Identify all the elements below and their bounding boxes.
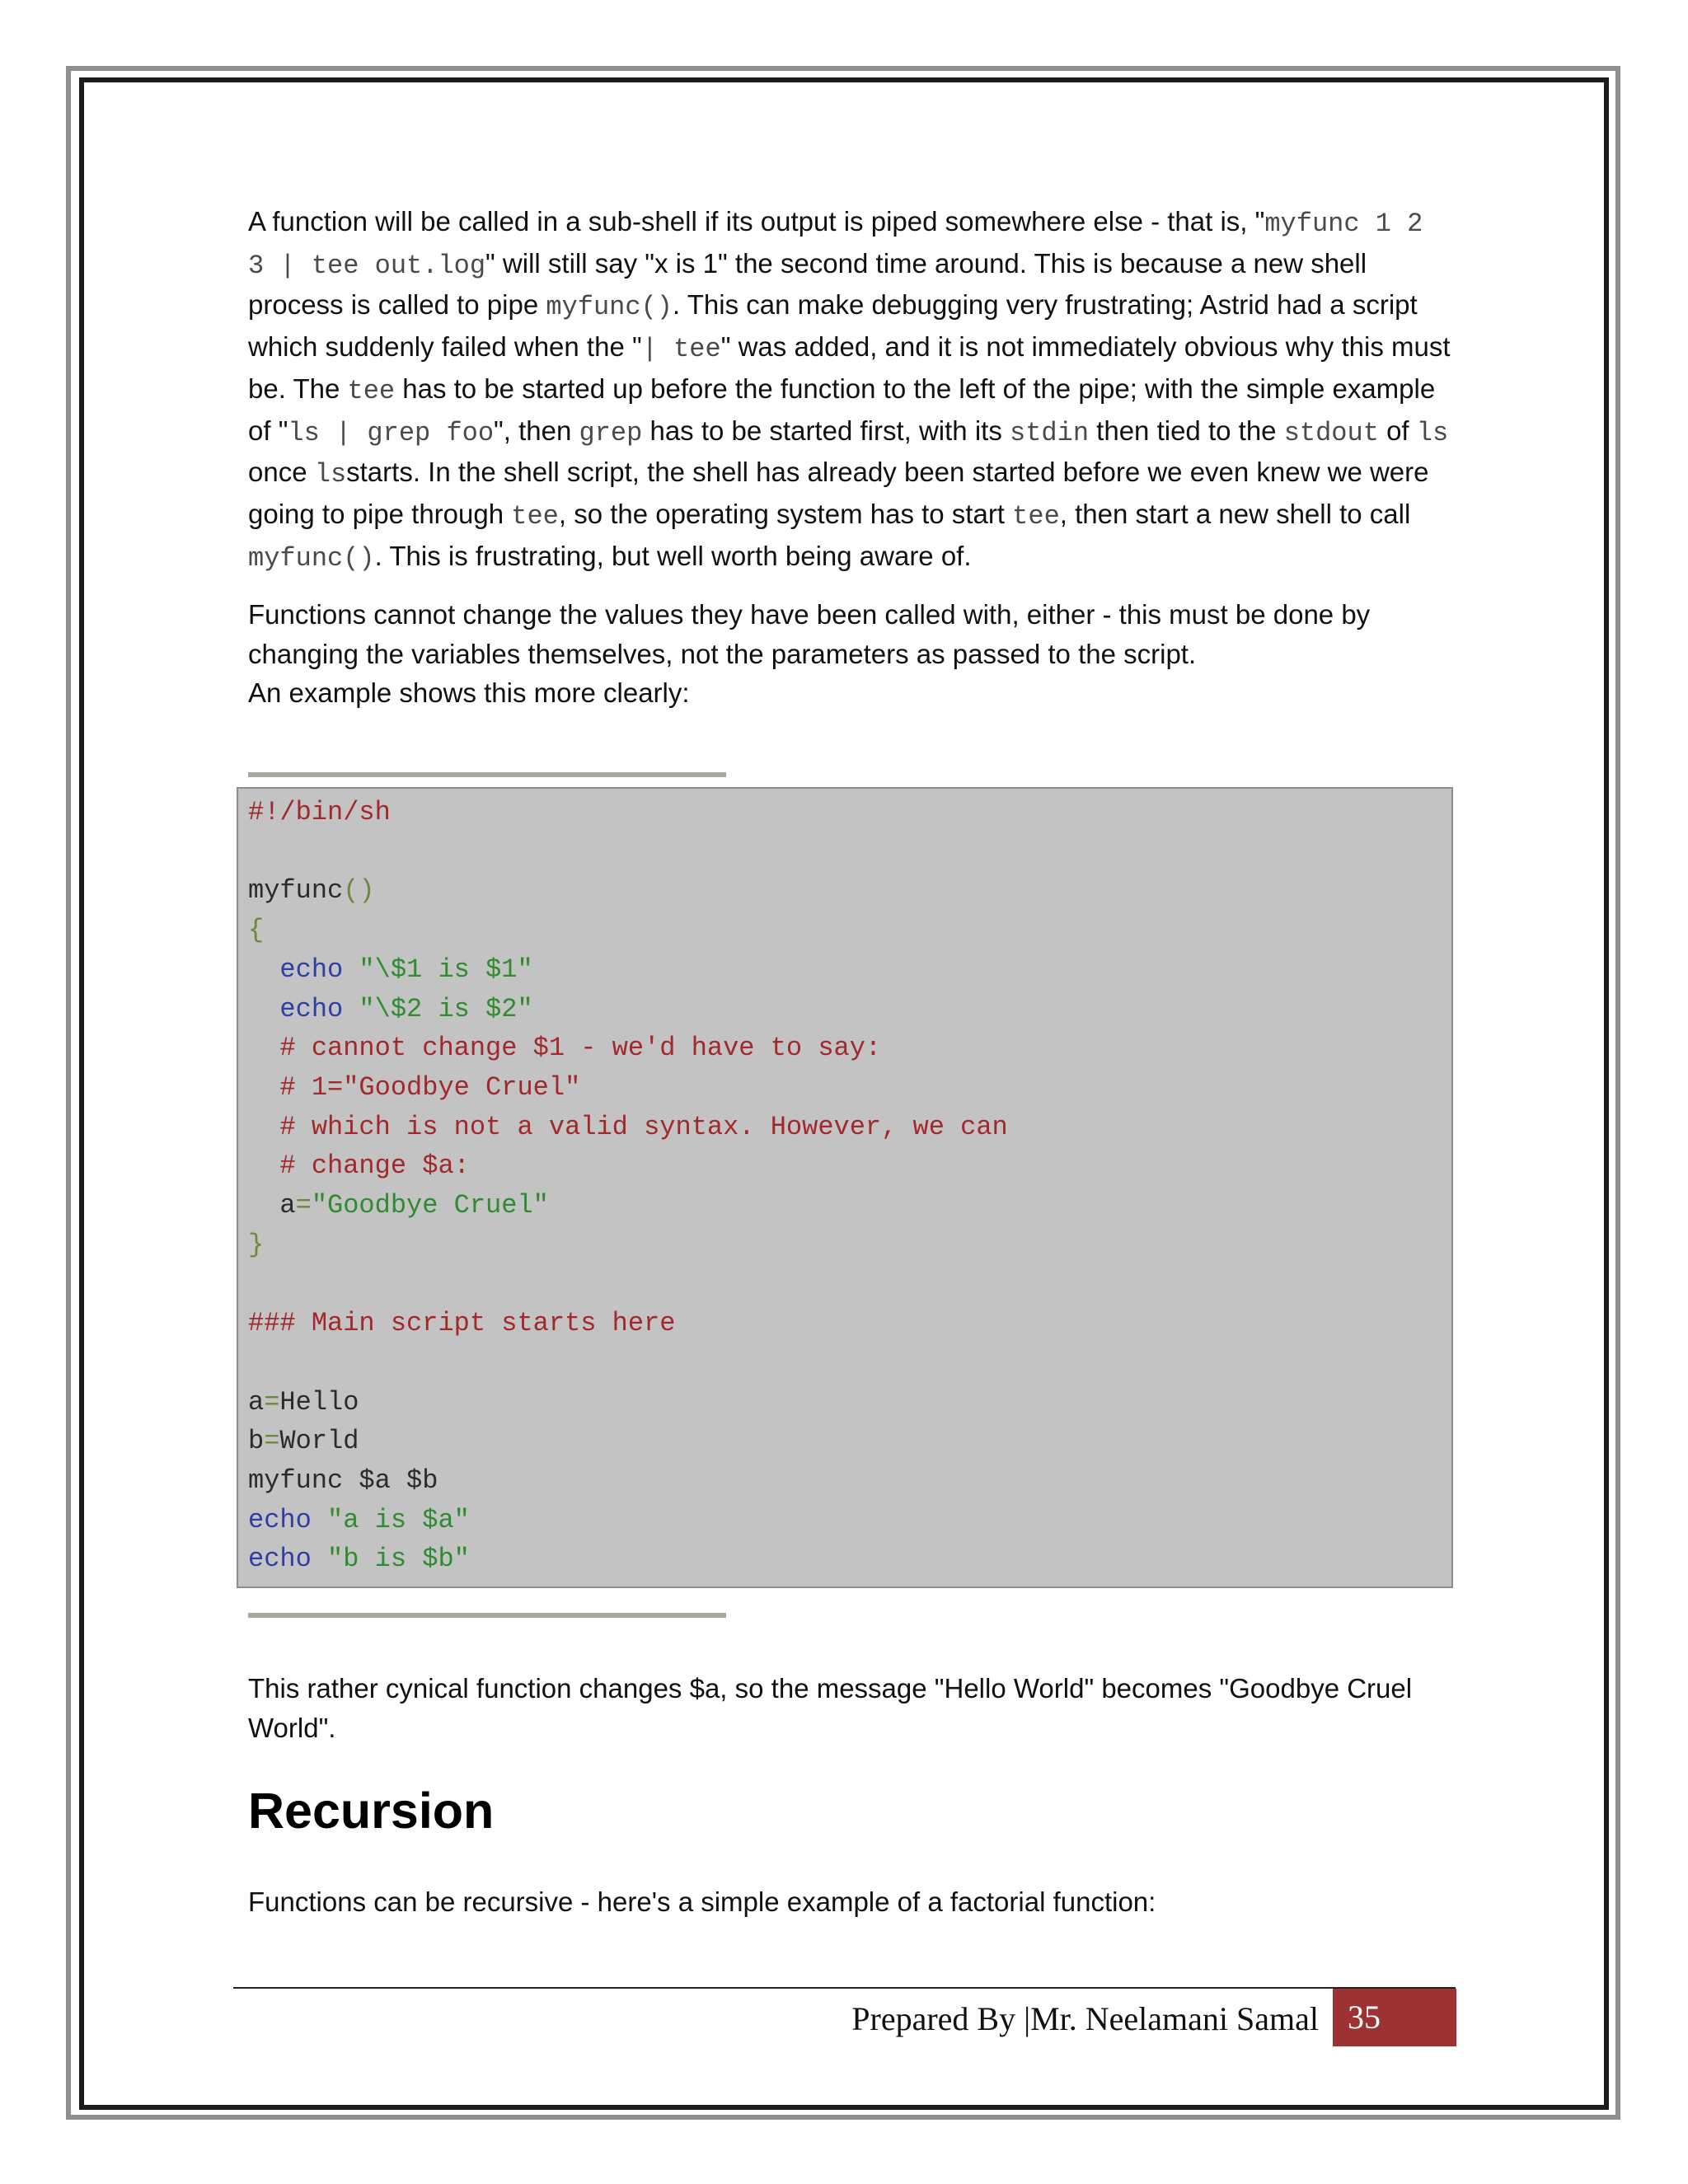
code-line [248, 1146, 470, 1186]
code-token [248, 994, 279, 1024]
paragraph-example-intro: An example shows this more clearly: [248, 677, 690, 709]
inline-code: stdout [1283, 417, 1379, 448]
paragraph-function-values-text: Functions cannot change the values they have been called with, either - this must be done by changing the variables themselves, not the parameters as passed to the script. [248, 599, 1371, 669]
code-token: # which is not a valid syntax. However, we can [248, 1111, 1008, 1142]
inline-code: | tee [641, 334, 721, 365]
code-line [248, 1029, 881, 1068]
code-token: ### Main script starts here [248, 1308, 676, 1339]
paragraph-text-run: , so the operating system has to start [558, 498, 1013, 529]
code-token: # 1="Goodbye Cruel" [248, 1071, 581, 1103]
page-number-badge: 35 [1333, 1989, 1456, 2046]
code-line [248, 1422, 359, 1461]
code-token: World [279, 1426, 359, 1457]
code-token: "b is $b" [327, 1544, 470, 1575]
code-line [248, 1383, 359, 1422]
inline-code: myfunc() [248, 542, 375, 574]
paragraph-text-run: A function will be called in a sub-shell if its output is piped somewhere else - that is, " [248, 206, 1265, 237]
code-line [248, 1304, 675, 1343]
code-token: { [248, 915, 265, 946]
code-token: = [264, 1386, 280, 1418]
code-token: () [343, 875, 375, 907]
inline-code: myfunc 1 2 3 | tee out.log [248, 209, 1423, 281]
code-token: "a is $a" [327, 1504, 470, 1535]
code-line [248, 1540, 470, 1579]
code-token: echo [248, 1504, 312, 1535]
code-line [248, 793, 391, 832]
code-token: echo [279, 993, 344, 1024]
footer-prepared-by: Prepared By |Mr. Neelamani Samal [851, 2000, 1319, 2037]
code-token: # change $a: [248, 1151, 470, 1182]
code-token: "\$2 is $2" [359, 993, 533, 1024]
code-token: a [248, 1190, 296, 1221]
footer-rule [233, 1987, 1456, 1989]
code-token: #!/bin/sh [248, 797, 391, 827]
code-token: echo [248, 1544, 312, 1575]
code-bottom-rule [248, 1613, 726, 1618]
code-token: echo [279, 954, 344, 985]
code-line [248, 871, 375, 911]
paragraph-text-run: has to be started up before the function to the left of the pipe; with the simple example of " [248, 373, 1436, 446]
paragraph-text-run: , then start a new shell to call [1059, 498, 1411, 529]
inline-code: tee [1012, 500, 1060, 532]
paragraph-text-run: then tied to the [1089, 415, 1284, 446]
section-heading-recursion: Recursion [248, 1783, 495, 1839]
code-token: "\$1 is $1" [359, 954, 533, 985]
paragraph-text-run: once [248, 457, 315, 488]
paragraph-text-run: " will still say "x is 1" the second time around. This is because a new shell process is called to pipe [248, 247, 1367, 321]
code-top-rule [248, 772, 726, 777]
paragraph-recursion-intro: Functions can be recursive - here's a simple example of a factorial function: [248, 1886, 1156, 1917]
paragraph-text-run: has to be started first, with its [642, 415, 1010, 446]
paragraph-function-values [248, 595, 1451, 713]
code-token: "Goodbye Cruel" [311, 1190, 549, 1221]
inline-code: ls [1416, 417, 1449, 448]
code-token: = [295, 1190, 312, 1221]
paragraph-text-run: " was added, and it is not immediately obvious why this must be. The [248, 331, 1451, 404]
code-line [248, 1226, 264, 1265]
code-token: myfunc $a $b [248, 1465, 438, 1496]
code-line [248, 1068, 580, 1108]
paragraph-text-run: ", then [494, 415, 579, 446]
paragraph-subshell-explanation [248, 202, 1451, 578]
inline-code: ls | grep foo [288, 417, 495, 448]
paragraph-text-run: starts. In the shell script, the shell has already been started before we even knew we were going to pipe through [248, 457, 1429, 529]
inline-code: stdin [1010, 417, 1090, 448]
code-token [312, 1505, 327, 1535]
code-token [343, 994, 359, 1024]
code-token: myfunc [248, 875, 344, 907]
code-line [248, 1501, 470, 1540]
code-token [248, 954, 279, 985]
code-token: = [264, 1426, 280, 1457]
code-line [248, 1461, 438, 1501]
code-token: Hello [279, 1386, 359, 1418]
inline-code: grep [579, 417, 643, 448]
paragraph-cynical-function: This rather cynical function changes $a, so the message "Hello World" becomes "Goodbye Cruel World". [248, 1673, 1413, 1743]
inline-code: ls [314, 459, 347, 490]
paragraph-text-run: . This can make debugging very frustrating; Astrid had a script which suddenly failed when the " [248, 289, 1418, 363]
code-line [248, 990, 533, 1029]
code-line [248, 1108, 1008, 1147]
inline-code: myfunc() [546, 292, 673, 323]
paragraph-text-run: . This is frustrating, but well worth being aware of. [374, 540, 972, 571]
code-token [343, 954, 359, 985]
code-token: } [248, 1229, 265, 1260]
code-token: a [248, 1386, 265, 1418]
inline-code: tee [511, 500, 559, 532]
code-line [248, 1186, 549, 1226]
code-token: # cannot change $1 - we'd have to say: [248, 1033, 882, 1064]
code-token [312, 1544, 327, 1574]
code-line [248, 911, 264, 950]
paragraph-text-run: of [1378, 415, 1417, 446]
inline-code: tee [347, 375, 396, 406]
code-line [248, 950, 533, 990]
code-token: b [248, 1426, 265, 1457]
